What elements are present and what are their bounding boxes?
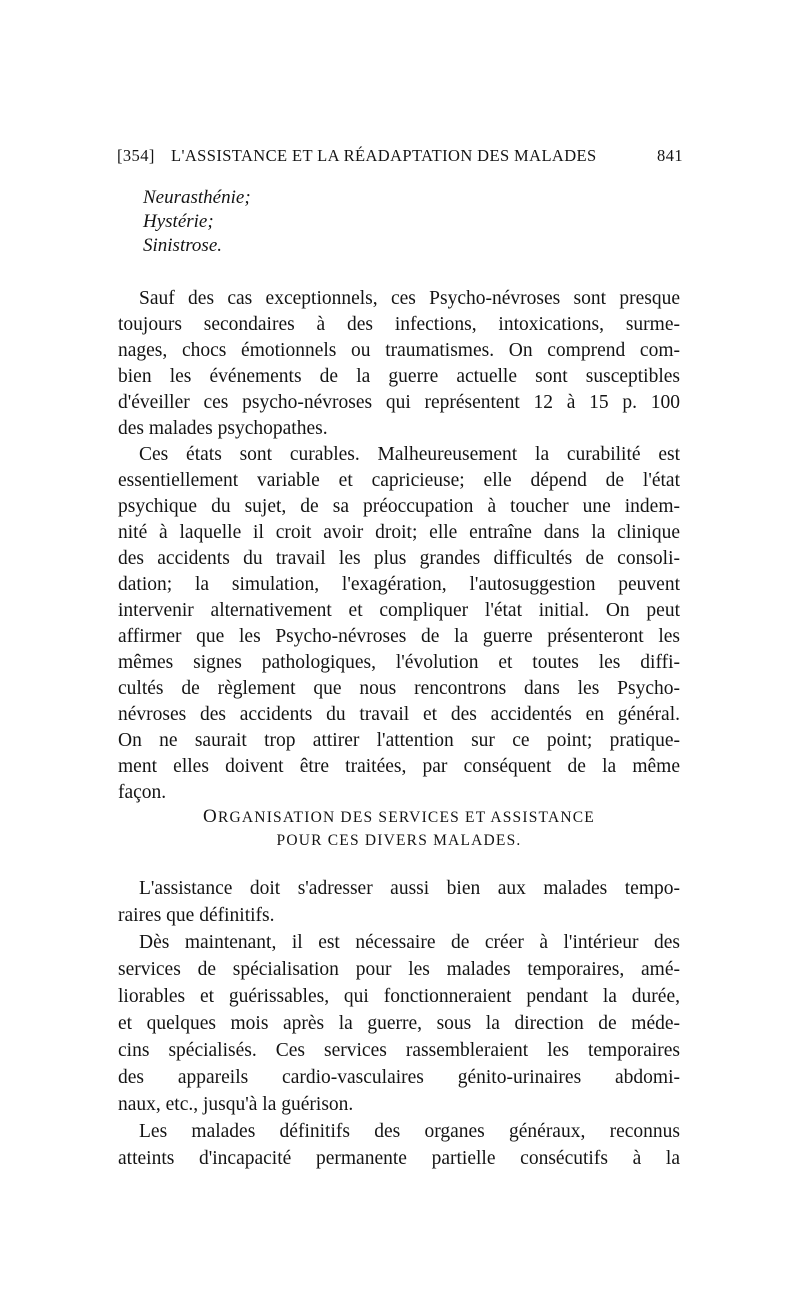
section-heading bbox=[118, 806, 680, 828]
list-item: Neurasthénie; bbox=[143, 187, 251, 208]
text-line: liorables et guérissables, qui fonctionneraient pendant la durée, bbox=[118, 986, 680, 1007]
text-line: des accidents du travail les plus grandes difficultés de consoli- bbox=[118, 548, 680, 569]
heading-initial: O bbox=[203, 806, 218, 827]
text-line: névroses des accidents du travail et des accidentés en général. bbox=[118, 704, 680, 725]
text-line: nité à laquelle il croit avoir droit; elle entraîne dans la clinique bbox=[118, 522, 680, 543]
text-line: mêmes signes pathologiques, l'évolution et toutes les diffi- bbox=[118, 652, 680, 673]
page-number: 841 bbox=[657, 146, 683, 165]
section-heading-line2: POUR CES DIVERS MALADES. bbox=[276, 832, 522, 849]
text-line: On ne saurait trop attirer l'attention sur ce point; pratique- bbox=[118, 730, 680, 751]
text-line: bien les événements de la guerre actuelle sont susceptibles bbox=[118, 366, 680, 387]
text-line: intervenir alternativement et compliquer l'état initial. On peut bbox=[118, 600, 680, 621]
text-line: affirmer que les Psycho-névroses de la guerre présenteront les bbox=[118, 626, 680, 647]
text-line: essentiellement variable et capricieuse; elle dépend de l'état bbox=[118, 470, 680, 491]
text-line: Les malades définitifs des organes généraux, reconnus bbox=[139, 1121, 680, 1142]
text-line: dation; la simulation, l'exagération, l'autosuggestion peuvent bbox=[118, 574, 680, 595]
text-line: Dès maintenant, il est nécessaire de créer à l'intérieur des bbox=[139, 932, 680, 953]
text-line: des appareils cardio-vasculaires génito-urinaires abdomi- bbox=[118, 1067, 680, 1088]
text-line: Sauf des cas exceptionnels, ces Psycho-névroses sont presque bbox=[139, 288, 680, 309]
disease-list bbox=[143, 186, 251, 258]
text-line: L'assistance doit s'adresser aussi bien aux malades tempo- bbox=[139, 878, 680, 899]
text-line: psychique du sujet, de sa préoccupation à toucher une indem- bbox=[118, 496, 680, 517]
running-header bbox=[117, 146, 683, 172]
text-line: nages, chocs émotionnels ou traumatismes. On comprend com- bbox=[118, 340, 680, 361]
running-title: L'ASSISTANCE ET LA RÉADAPTATION DES MALADES bbox=[171, 146, 597, 165]
list-item: Hystérie; bbox=[143, 211, 214, 232]
text-line: ment elles doivent être traitées, par conséquent de la même bbox=[118, 756, 680, 777]
heading-line1: RGANISATION DES SERVICES ET ASSISTANCE bbox=[217, 809, 595, 826]
text-line: cultés de règlement que nous rencontrons dans les Psycho- bbox=[118, 678, 680, 699]
text-line: services de spécialisation pour les malades temporaires, amé- bbox=[118, 959, 680, 980]
text-line: d'éveiller ces psycho-névroses qui représentent 12 à 15 p. 100 bbox=[118, 392, 680, 413]
text-line: cins spécialisés. Ces services rassembleraient les temporaires bbox=[118, 1040, 680, 1061]
text-line: des malades psychopathes. bbox=[118, 418, 328, 439]
paragraph-number: [354] bbox=[117, 146, 155, 165]
text-line: atteints d'incapacité permanente partielle consécutifs à la bbox=[118, 1148, 680, 1169]
text-line: et quelques mois après la guerre, sous la direction de méde- bbox=[118, 1013, 680, 1034]
text-line: Ces états sont curables. Malheureusement la curabilité est bbox=[139, 444, 680, 465]
text-line: naux, etc., jusqu'à la guérison. bbox=[118, 1094, 354, 1115]
text-line: façon. bbox=[118, 782, 167, 803]
list-item: Sinistrose. bbox=[143, 235, 222, 256]
text-line: raires que définitifs. bbox=[118, 905, 275, 926]
text-line: toujours secondaires à des infections, intoxications, surme- bbox=[118, 314, 680, 335]
